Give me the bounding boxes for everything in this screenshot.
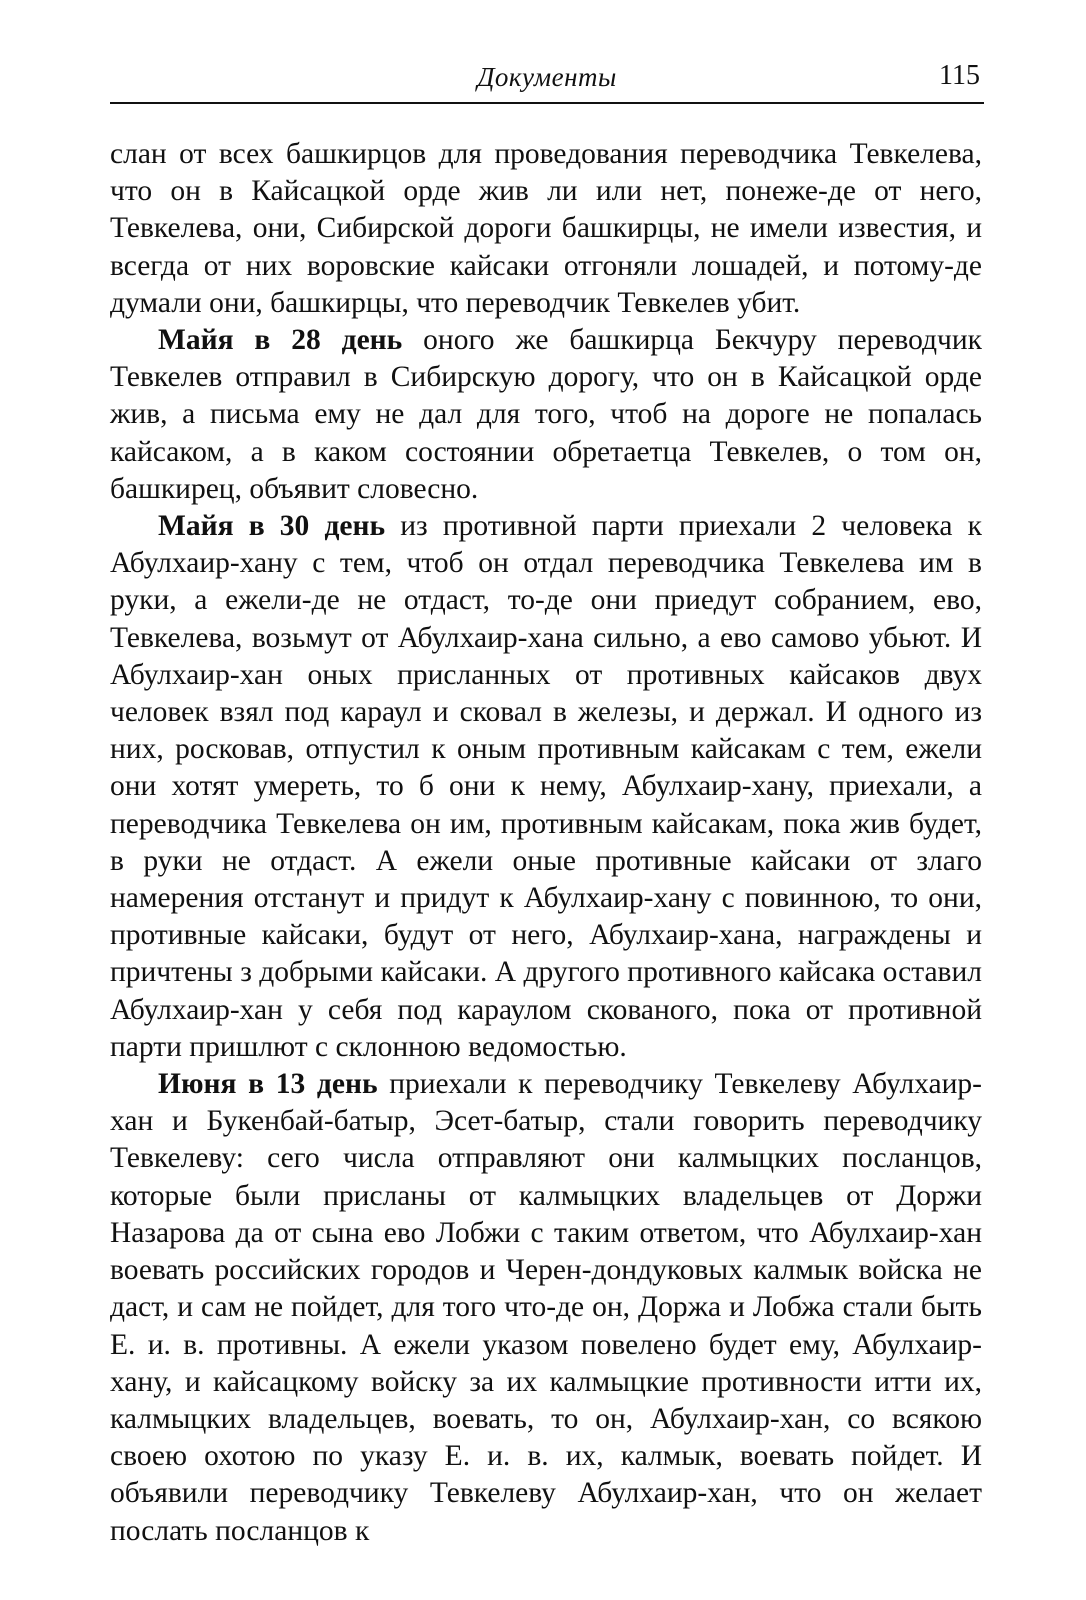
paragraph [110,136,982,322]
paragraph-text: слан от всех башкирцов для проведования переводчика Тевкелева, что он в Кайсацкой орде жив ли или нет, понеже-де от него, Тевкелева, они, Сибирской дороги башкирцы, не имели известия, и всегда от них воровские кайсаки отгоняли лошадей, и потому-де думали они, башкирцы, что переводчик Тевкелев убит. [110,138,982,319]
paragraph-text: из противной парти приехали 2 человека к Абулхаир-хану с тем, чтоб он отдал переводчика Тевкелева им в руки, а ежели-де не отдаст, то-де они приедут собранием, ево, Тевкелева, возьмут от Абулхаир-хана сильно, а ево самово убьют. И Абулхаир-хан оных присланных от противных кайсаков двух человек взял под караул и сковал в железы, и держал. И одного из них, росковав, отпустил к оным противным кайсакам с тем, ежели они хотят умереть, то б они к нему, Абулхаир-хану, приехали, а переводчика Тевкелева он им, противным кайсакам, пока жив будет, в руки не отдаст. А ежели оные противные кайсаки от злаго намерения отстанут и придут к Абулхаир-хану с повинною, то они, противные кайсаки, будут от него, Абулхаир-хана, награждены и причтены з добрыми кайсаки. А другого противного кайсака оставил Абулхаир-хан у себя под караулом скованого, пока от противной парти пришлют с склонною ведомостью. [110,510,982,1063]
paragraph [110,1066,982,1550]
running-header [110,58,984,104]
paragraph [110,508,982,1066]
running-title: Документы [477,62,617,92]
paragraph [110,322,982,508]
paragraph-text: приехали к переводчику Тевкелеву Абулхаир-хан и Букенбай-батыр, Эсет-батыр, стали говорить переводчику Тевкелеву: сего числа отправляют они калмыцких посланцов, которые были присланы от калмыцких владельцев от Доржи Назарова да от сына ево Лобжи с таким ответом, что Абулхаир-хан воевать российских городов и Черен-дондуковых калмык войска не даст, и сам не пойдет, для того что-де он, Доржа и Лобжа стали быть Е. и. в. противны. А ежели указом повелено будет ему, Абулхаир-хану, и кайсацкому войску за их калмыцкие противности итти их, калмыцких владельцев, воевать, то он, Абулхаир-хан, со всякою своею охотою по указу Е. и. в. их, калмык, воевать пойдет. И объявили переводчику Тевкелеву Абулхаир-хан, что он желает послать посланцов к [110,1068,982,1547]
date-heading: Майя в 28 день [158,324,403,357]
page-number: 115 [939,60,980,91]
paragraph-text: оного же башкирца Бекчуру переводчик Тевкелев отправил в Сибирскую дорогу, что он в Кайсацкой орде жив, а письма ему не дал для того, чтоб на дороге не попалась кайсаком, а в каком состоянии обретаетца Тевкелев, о том он, башкирец, объявит словесно. [110,324,982,505]
body-text [110,136,982,1550]
date-heading: Июня в 13 день [158,1068,378,1101]
date-heading: Майя в 30 день [158,510,386,543]
